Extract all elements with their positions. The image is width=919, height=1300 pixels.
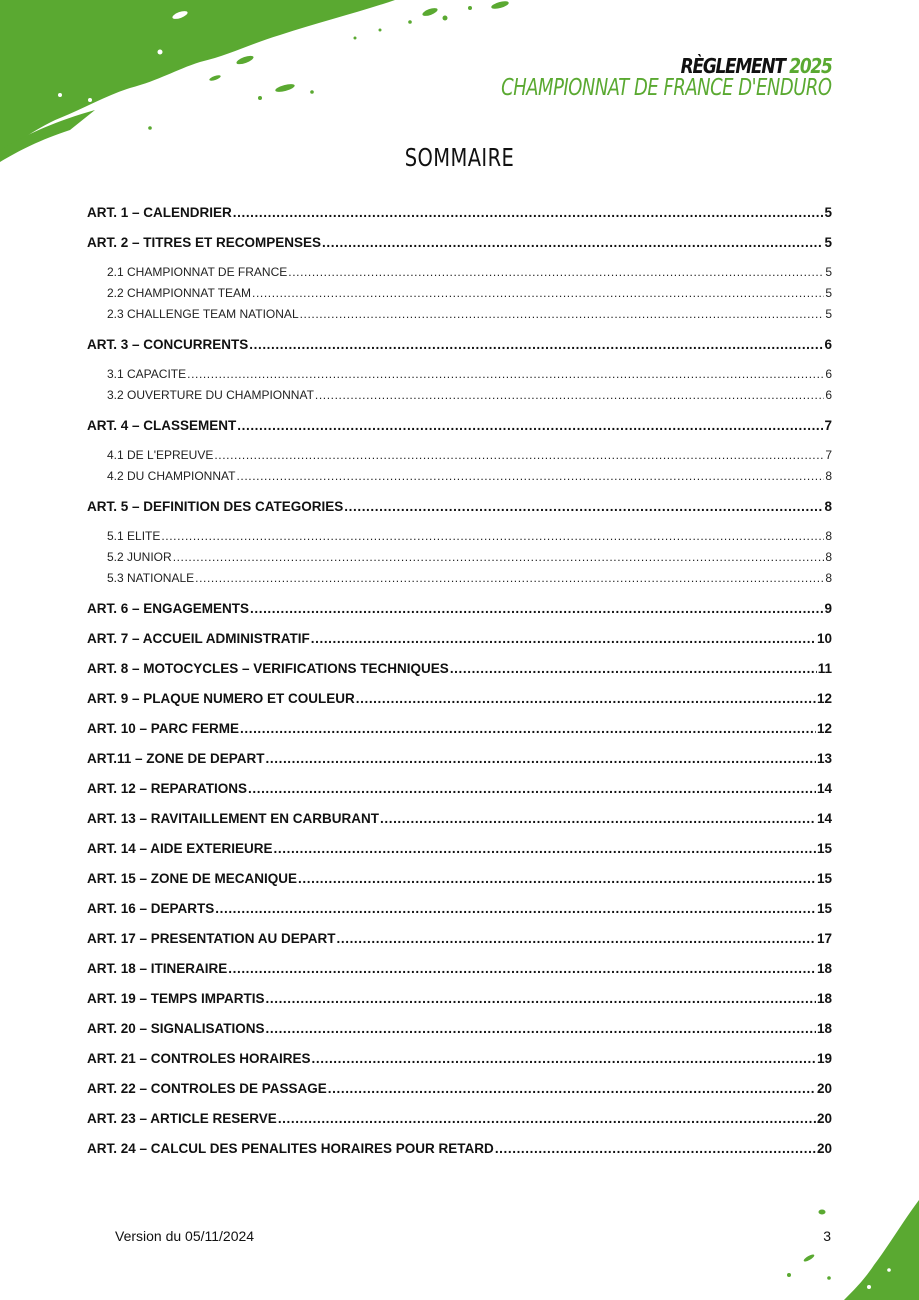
toc-entry-subsection[interactable] (87, 265, 832, 281)
toc-entry-page-number: 18 (816, 991, 832, 1006)
toc-dot-leader (250, 601, 823, 616)
toc-dot-leader (240, 721, 816, 736)
toc-dot-leader (266, 991, 816, 1006)
toc-entry-label: ART. 22 – CONTROLES DE PASSAGE (87, 1081, 327, 1096)
toc-dot-leader (266, 1021, 816, 1036)
toc-dot-leader (356, 691, 816, 706)
page-title: SOMMAIRE (404, 143, 515, 172)
toc-entry-article[interactable] (87, 601, 832, 619)
toc-entry-subsection[interactable] (87, 367, 832, 383)
toc-entry-page-number: 14 (816, 811, 832, 826)
toc-entry-page-number: 17 (816, 931, 832, 946)
toc-dot-leader (237, 418, 823, 433)
toc-entry-article[interactable] (87, 661, 832, 679)
toc-entry-page-number: 15 (816, 901, 832, 916)
toc-entry-page-number: 5 (824, 235, 832, 250)
toc-entry-page-number: 14 (816, 781, 832, 796)
toc-entry-page-number: 8 (825, 469, 832, 483)
toc-entry-article[interactable] (87, 961, 832, 979)
toc-dot-leader (288, 265, 824, 279)
toc-entry-page-number: 18 (816, 961, 832, 976)
toc-entry-article[interactable] (87, 751, 832, 769)
toc-entry-article[interactable] (87, 418, 832, 436)
toc-entry-article[interactable] (87, 781, 832, 799)
toc-dot-leader (322, 235, 823, 250)
toc-dot-leader (195, 571, 824, 585)
toc-entry-label: ART. 19 – TEMPS IMPARTIS (87, 991, 265, 1006)
toc-entry-page-number: 6 (824, 337, 832, 352)
toc-entry-page-number: 8 (824, 499, 832, 514)
toc-entry-label: ART. 4 – CLASSEMENT (87, 418, 237, 433)
toc-dot-leader (300, 307, 825, 321)
toc-entry-article[interactable] (87, 631, 832, 649)
toc-entry-label: ART. 16 – DEPARTS (87, 901, 215, 916)
toc-entry-label: ART. 12 – REPARATIONS (87, 781, 248, 796)
toc-entry-page-number: 7 (825, 448, 832, 462)
toc-entry-label: 5.3 NATIONALE (107, 571, 195, 585)
toc-entry-page-number: 5 (824, 205, 832, 220)
toc-entry-label: ART. 13 – RAVITAILLEMENT EN CARBURANT (87, 811, 380, 826)
toc-entry-page-number: 7 (824, 418, 832, 433)
toc-entry-subsection[interactable] (87, 286, 832, 302)
toc-entry-subsection[interactable] (87, 571, 832, 587)
toc-entry-subsection[interactable] (87, 388, 832, 404)
toc-entry-label: 3.1 CAPACITE (107, 367, 187, 381)
footer-page-number: 3 (823, 1228, 831, 1244)
toc-entry-article[interactable] (87, 499, 832, 517)
header-subtitle: CHAMPIONNAT DE FRANCE D'ENDURO (501, 75, 832, 101)
toc-entry-label: ART. 24 – CALCUL DES PENALITES HORAIRES POUR RETARD (87, 1141, 494, 1156)
toc-entry-article[interactable] (87, 721, 832, 739)
toc-entry-subsection[interactable] (87, 550, 832, 566)
toc-entry-article[interactable] (87, 235, 832, 253)
toc-entry-subsection[interactable] (87, 448, 832, 464)
toc-entry-page-number: 19 (816, 1051, 832, 1066)
toc-entry-page-number: 15 (816, 841, 832, 856)
toc-dot-leader (249, 337, 823, 352)
toc-entry-page-number: 20 (816, 1141, 832, 1156)
toc-entry-page-number: 8 (825, 571, 832, 585)
toc-entry-label: ART. 10 – PARC FERME (87, 721, 240, 736)
toc-entry-page-number: 6 (825, 388, 832, 402)
toc-entry-page-number: 6 (825, 367, 832, 381)
toc-entry-label: ART. 6 – ENGAGEMENTS (87, 601, 250, 616)
toc-dot-leader (312, 1051, 816, 1066)
toc-entry-label: ART. 8 – MOTOCYCLES – VERIFICATIONS TECHNIQUES (87, 661, 449, 676)
toc-entry-page-number: 8 (825, 550, 832, 564)
toc-entry-label: ART. 17 – PRESENTATION AU DEPART (87, 931, 336, 946)
toc-entry-label: ART. 3 – CONCURRENTS (87, 337, 249, 352)
toc-entry-label: 4.1 DE L'EPREUVE (107, 448, 214, 462)
toc-entry-page-number: 13 (816, 751, 832, 766)
toc-entry-label: 5.2 JUNIOR (107, 550, 172, 564)
toc-entry-article[interactable] (87, 1081, 832, 1099)
toc-entry-article[interactable] (87, 1021, 832, 1039)
toc-dot-leader (228, 961, 816, 976)
toc-entry-page-number: 8 (825, 529, 832, 543)
toc-dot-leader (215, 901, 816, 916)
toc-entry-article[interactable] (87, 1141, 832, 1159)
toc-entry-label: ART. 9 – PLAQUE NUMERO ET COULEUR (87, 691, 355, 706)
toc-dot-leader (248, 781, 816, 796)
toc-entry-page-number: 18 (816, 1021, 832, 1036)
toc-entry-page-number: 20 (816, 1081, 832, 1096)
toc-entry-label: 4.2 DU CHAMPIONNAT (107, 469, 236, 483)
toc-entry-article[interactable] (87, 811, 832, 829)
toc-entry-article[interactable] (87, 901, 832, 919)
toc-entry-label: 2.3 CHALLENGE TEAM NATIONAL (107, 307, 299, 321)
toc-entry-article[interactable] (87, 1051, 832, 1069)
toc-dot-leader (495, 1141, 816, 1156)
header-title-word: RÈGLEMENT (681, 54, 786, 78)
toc-entry-label: 2.2 CHAMPIONNAT TEAM (107, 286, 252, 300)
toc-entry-page-number: 5 (825, 265, 832, 279)
toc-dot-leader (344, 499, 823, 514)
toc-entry-page-number: 9 (824, 601, 832, 616)
toc-entry-article[interactable] (87, 1111, 832, 1129)
toc-dot-leader (337, 931, 816, 946)
footer-version: Version du 05/11/2024 (115, 1228, 255, 1244)
toc-entry-page-number: 15 (816, 871, 832, 886)
document-header (408, 56, 832, 100)
toc-entry-article[interactable] (87, 871, 832, 889)
toc-entry-label: ART. 5 – DEFINITION DES CATEGORIES (87, 499, 344, 514)
toc-entry-label: ART. 23 – ARTICLE RESERVE (87, 1111, 277, 1126)
toc-dot-leader (278, 1111, 816, 1126)
header-regulation-title (472, 56, 832, 76)
toc-entry-page-number: 11 (817, 661, 832, 676)
toc-entry-page-number: 12 (816, 691, 832, 706)
toc-dot-leader (315, 388, 824, 402)
toc-entry-page-number: 20 (816, 1111, 832, 1126)
toc-entry-subsection[interactable] (87, 307, 832, 323)
toc-entry-article[interactable] (87, 691, 832, 709)
toc-dot-leader (380, 811, 816, 826)
toc-entry-label: ART. 1 – CALENDRIER (87, 205, 232, 220)
toc-dot-leader (252, 286, 824, 300)
toc-entry-page-number: 5 (825, 286, 832, 300)
toc-entry-label: ART. 21 – CONTROLES HORAIRES (87, 1051, 311, 1066)
toc-entry-article[interactable] (87, 205, 832, 223)
toc-entry-label: ART. 18 – ITINERAIRE (87, 961, 228, 976)
toc-entry-page-number: 10 (816, 631, 832, 646)
toc-entry-label: ART. 15 – ZONE DE MECANIQUE (87, 871, 298, 886)
footer-green-splash-decoration (749, 1190, 919, 1300)
toc-dot-leader (233, 205, 824, 220)
toc-entry-article[interactable] (87, 841, 832, 859)
toc-entry-article[interactable] (87, 991, 832, 1009)
toc-entry-article[interactable] (87, 931, 832, 949)
toc-dot-leader (274, 841, 816, 856)
toc-entry-label: 2.1 CHAMPIONNAT DE FRANCE (107, 265, 288, 279)
toc-dot-leader (187, 367, 824, 381)
toc-entry-label: ART. 20 – SIGNALISATIONS (87, 1021, 265, 1036)
toc-dot-leader (266, 751, 816, 766)
toc-dot-leader (328, 1081, 816, 1096)
toc-entry-subsection[interactable] (87, 529, 832, 545)
toc-dot-leader (173, 550, 825, 564)
toc-entry-label: ART. 14 – AIDE EXTERIEURE (87, 841, 273, 856)
toc-entry-label: ART. 2 – TITRES ET RECOMPENSES (87, 235, 322, 250)
header-title-year: 2025 (789, 54, 832, 78)
toc-entry-article[interactable] (87, 337, 832, 355)
toc-dot-leader (298, 871, 816, 886)
toc-entry-page-number: 5 (825, 307, 832, 321)
toc-dot-leader (214, 448, 824, 462)
toc-entry-label: 3.2 OUVERTURE DU CHAMPIONNAT (107, 388, 314, 402)
toc-dot-leader (161, 529, 824, 543)
toc-dot-leader (236, 469, 824, 483)
toc-dot-leader (311, 631, 816, 646)
toc-entry-page-number: 12 (816, 721, 832, 736)
toc-entry-label: ART. 7 – ACCUEIL ADMINISTRATIF (87, 631, 310, 646)
toc-entry-label: ART.11 – ZONE DE DEPART (87, 751, 265, 766)
toc-entry-label: 5.1 ELITE (107, 529, 161, 543)
toc-dot-leader (450, 661, 817, 676)
toc-entry-subsection[interactable] (87, 469, 832, 485)
